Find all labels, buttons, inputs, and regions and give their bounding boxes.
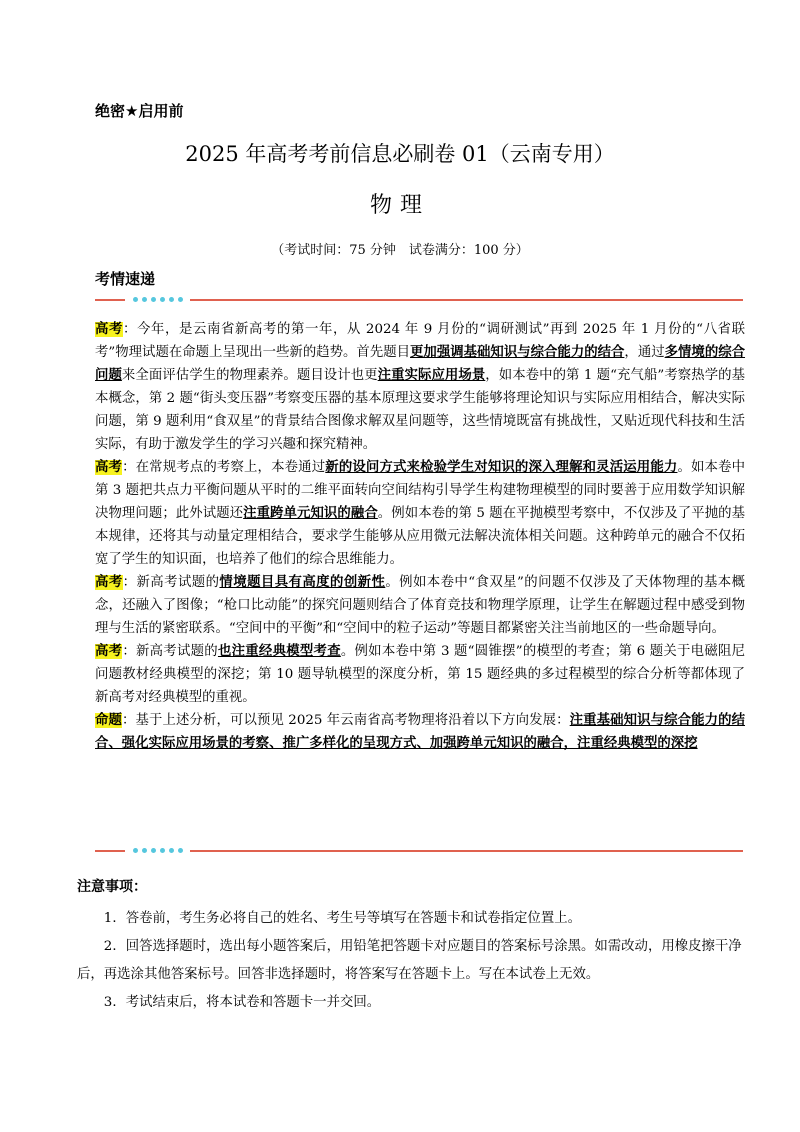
emphasis-text: 也注重经典模型考查 — [217, 644, 341, 659]
highlight-tag: 高考 — [95, 575, 123, 590]
body-text: 。如本卷中第 3 题把共点力平衡问题从平时的二维平面转向空间结构引导学生构建物理模型的同时要善于应用数学知识解决物理问题；此外试题还 — [95, 460, 746, 521]
notice-item: 1．答卷前，考生务必将自己的姓名、考生号等填写在答题卡和试卷指定位置上。 — [103, 911, 581, 926]
body-text: ：今年，是云南省新高考的第一年，从 2024 年 9 月份的“调研测试”再到 2025 年 1 月份的“八省联考”物理试题在命题上呈现出一些新的趋势。首先题目 — [95, 322, 745, 360]
analysis-paragraph — [95, 709, 745, 755]
analysis-content — [95, 318, 745, 755]
exam-info: （考试时间：75 分钟 试卷满分：100 分） — [271, 243, 529, 258]
confidential-label: 绝密★启用前 — [95, 102, 184, 120]
emphasis-text: 注重基础知识与综合能力的结合、强化实际应用场景的考察、推广多样化的呈现方式、加强跨单元知识的融合，注重经典模型的深挖 — [95, 713, 746, 751]
highlight-tag: 高考 — [95, 322, 124, 337]
section-heading: 考情速递 — [95, 270, 156, 288]
body-text: 。例如本卷中第 3 题“圆锥摆”的模型的考查；第 6 题关于电磁阻尼问题教材经典模型的深挖；第 10 题导轨模型的深度分析，第 15 题经典的多过程模型的综合分析等都体现了新高考对经典模型的重视。 — [95, 644, 746, 705]
body-text: ：在常规考点的考察上，本卷通过 — [122, 460, 326, 475]
analysis-paragraph — [95, 318, 745, 456]
highlight-tag: 高考 — [95, 644, 123, 659]
body-text: ，通过 — [624, 345, 665, 360]
bottom-divider-right — [190, 850, 743, 852]
body-text: ：新高考试题的 — [122, 644, 218, 659]
page-title: 2025 年高考考前信息必刷卷 01（云南专用） — [185, 142, 615, 166]
top-divider-left — [95, 299, 125, 301]
notice-item: 3．考试结束后，将本试卷和答题卡一并交回。 — [103, 995, 381, 1010]
bottom-divider-left — [95, 850, 125, 852]
bottom-divider-dots — [133, 848, 183, 853]
emphasis-text: 更加强调基础知识与综合能力的结合 — [410, 345, 625, 360]
analysis-paragraph — [95, 571, 745, 640]
body-text: 来全面评估学生的物理素养。题目设计也更 — [121, 368, 378, 383]
emphasis-text: 注重跨单元知识的融合 — [243, 506, 378, 521]
notice-list — [77, 905, 747, 1017]
notice-heading: 注意事项： — [77, 879, 147, 895]
highlight-tag: 高考 — [95, 460, 123, 475]
notice-item: 2．回答选择题时，选出每小题答案后，用铅笔把答题卡对应题目的答案标号涂黑。如需改动，用橡皮擦干净后，再选涂其他答案标号。回答非选择题时，将答案写在答题卡上。写在本试卷上无效。 — [77, 939, 742, 982]
emphasis-text: 新的设问方式来检验学生对知识的深入理解和灵活运用能力 — [325, 460, 678, 475]
emphasis-text: 注重实际应用场景 — [377, 368, 486, 383]
subject-title: 物理 — [369, 193, 430, 218]
emphasis-text: 多情境的综合问题 — [95, 345, 746, 383]
top-divider-dots — [133, 297, 183, 302]
analysis-paragraph — [95, 640, 745, 709]
analysis-paragraph — [95, 456, 745, 571]
top-divider-right — [190, 299, 743, 301]
body-text: 。例如本卷的第 5 题在平抛模型考察中，不仅涉及了平抛的基本规律，还将其与动量定理相结合，要求学生能够从应用微元法解决流体相关问题。这种跨单元的融合不仅拓宽了学生的知识面，也培养了他们的综合思维能力。 — [95, 506, 746, 567]
body-text: 。例如本卷中“食双星”的问题不仅涉及了天体物理的基本概念，还融入了图像；“枪口比动能”的探究问题则结合了体育竞技和物理学原理，让学生在解题过程中感受到物理与生活的紧密联系。“空间中的平衡”和“空间中的粒子运动”等题目都紧密关注当前地区的一些命题导向。 — [95, 575, 746, 636]
body-text: ：新高考试题的 — [122, 575, 220, 590]
body-text: ，如本卷中的第 1 题“充气船”考察热学的基本概念，第 2 题“街头变压器”考察变压器的基本原理这要求学生能够将理论知识与实际应用相结合，解决实际问题，第 9 题利用“食双星”的背景结合图像求解双星问题等，这些情境既富有挑战性，又贴近现代科技和生活实际，有助于激发学生的学习兴趣和探究精神。 — [95, 368, 746, 452]
emphasis-text: 情境题目具有高度的创新性 — [219, 575, 386, 590]
body-text: ：基于上述分析，可以预见 2025 年云南省高考物理将沿着以下方向发展： — [122, 713, 570, 728]
highlight-tag: 命题 — [95, 713, 122, 728]
